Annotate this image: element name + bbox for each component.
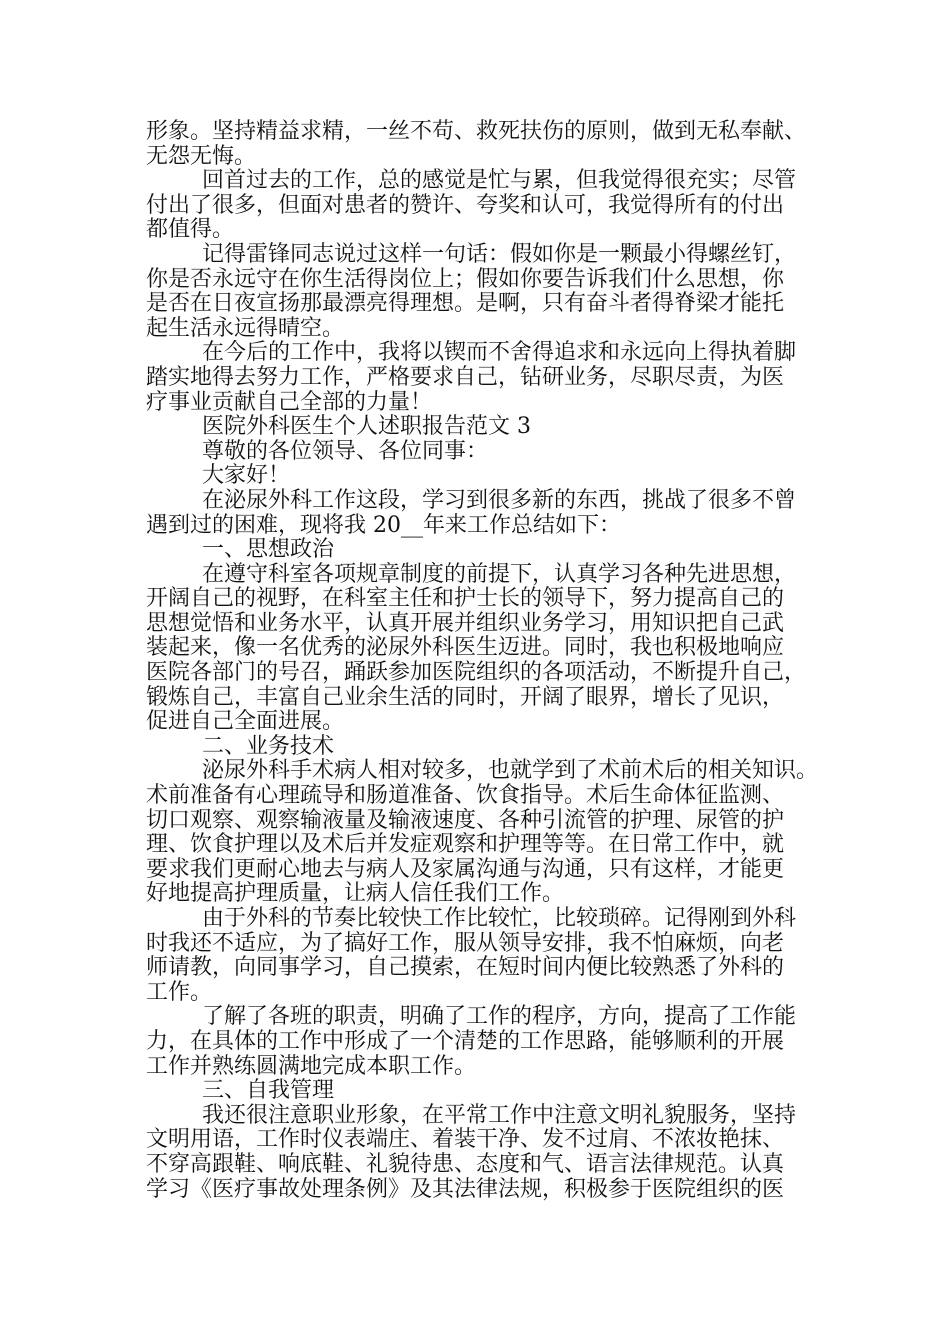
text-line: 文明用语，工作时仪表端庄、着装干净、发不过肩、不浓妆艳抹、 [146,1127,785,1153]
text-line: 尊敬的各位领导、各位同事： [202,438,489,464]
text-line: 时我还不适应，为了搞好工作，服从领导安排，我不怕麻烦，向老 [146,930,785,956]
text-line: 三、自我管理 [202,1078,335,1104]
text-line: 工作。 [146,979,213,1005]
text-line: 由于外科的节奏比较快工作比较忙，比较琐碎。记得刚到外科 [202,906,797,931]
text-line: 我还很注意职业形象，在平常工作中注意文明礼貌服务，坚持 [202,1102,797,1128]
text-line: 思想觉悟和业务水平，认真开展并组织业务学习，用知识把自己武 [146,610,785,636]
text-line: 理、饮食护理以及术后并发症观察和护理等等。在日常工作中，就 [146,832,785,858]
text-line: 装起来，像一名优秀的泌尿外科医生迈进。同时，我也积极地响应 [146,635,785,661]
text-line: 切口观察、观察输液量及输液速度、各种引流管的护理、尿管的护 [146,807,785,833]
text-line: 师请教，向同事学习，自己摸索，在短时间内便比较熟悉了外科的 [146,955,785,981]
text-line: 付出了很多，但面对患者的赞许、夸奖和认可，我觉得所有的付出 [146,192,785,218]
text-line: 术前准备有心理疏导和肠道准备、饮食指导。术后生命体征监测、 [146,783,785,809]
text-line: 大家好！ [202,463,291,489]
text-line: 不穿高跟鞋、响底鞋、礼貌待患、态度和气、语言法律规范。认真 [146,1151,785,1177]
text-line: 好地提高护理质量，让病人信任我们工作。 [146,881,565,907]
text-line: 力，在具体的工作中形成了一个清楚的工作思路，能够顺利的开展 [146,1028,785,1054]
text-line: 起生活永远得晴空。 [146,315,345,341]
text-line: 二、业务技术 [202,733,335,759]
text-line: 学习《医疗事故处理条例》及其法律法规，积极参于医院组织的医 [146,1176,785,1202]
text-line: 了解了各班的职责，明确了工作的程序，方向，提高了工作能 [202,1004,797,1030]
text-line: 开阔自己的视野，在科室主任和护士长的领导下，努力提高自己的 [146,586,785,612]
text-line: 一、思想政治 [202,537,335,563]
text-line: 遇到过的困难，现将我 20__年来工作总结如下： [146,512,621,538]
text-line: 在遵守科室各项规章制度的前提下，认真学习各种先进思想， [202,561,797,587]
text-line: 泌尿外科手术病人相对较多，也就学到了术前术后的相关知识。 [202,758,819,784]
text-line: 都值得。 [146,217,235,243]
text-line: 医院各部门的号召，踊跃参加医院组织的各项活动，不断提升自己， [146,660,807,686]
text-line: 在今后的工作中，我将以锲而不舍得追求和永远向上得执着脚 [202,340,797,366]
text-line: 要求我们更耐心地去与病人及家属沟通与沟通，只有这样，才能更 [146,856,785,882]
text-line: 记得雷锋同志说过这样一句话：假如你是一颗最小得螺丝钉， [202,241,797,267]
text-line: 促进自己全面进展。 [146,709,345,735]
text-line: 无怨无悔。 [146,143,257,169]
text-line: 在泌尿外科工作这段，学习到很多新的东西，挑战了很多不曾 [202,487,797,513]
text-line: 疗事业贡献自己全部的力量！ [146,389,433,415]
text-line: 回首过去的工作，总的感觉是忙与累，但我觉得很充实；尽管 [202,168,797,194]
text-line: 踏实地得去努力工作，严格要求自己，钻研业务，尽职尽责，为医 [146,364,785,390]
text-line: 工作并熟练圆满地完成本职工作。 [146,1053,477,1079]
text-line: 形象。坚持精益求精，一丝不苟、救死扶伤的原则，做到无私奉献、 [146,119,807,144]
document-body-text [146,120,818,1202]
text-line: 你是否永远守在你生活得岗位上；假如你要告诉我们什么思想，你 [146,266,785,292]
text-line: 是否在日夜宣扬那最漂亮得理想。是啊，只有奋斗者得脊梁才能托 [146,291,785,317]
text-line: 医院外科医生个人述职报告范文 3 [202,414,531,440]
text-line: 锻炼自己，丰富自己业余生活的同时，开阔了眼界，增长了见识， [146,684,785,710]
